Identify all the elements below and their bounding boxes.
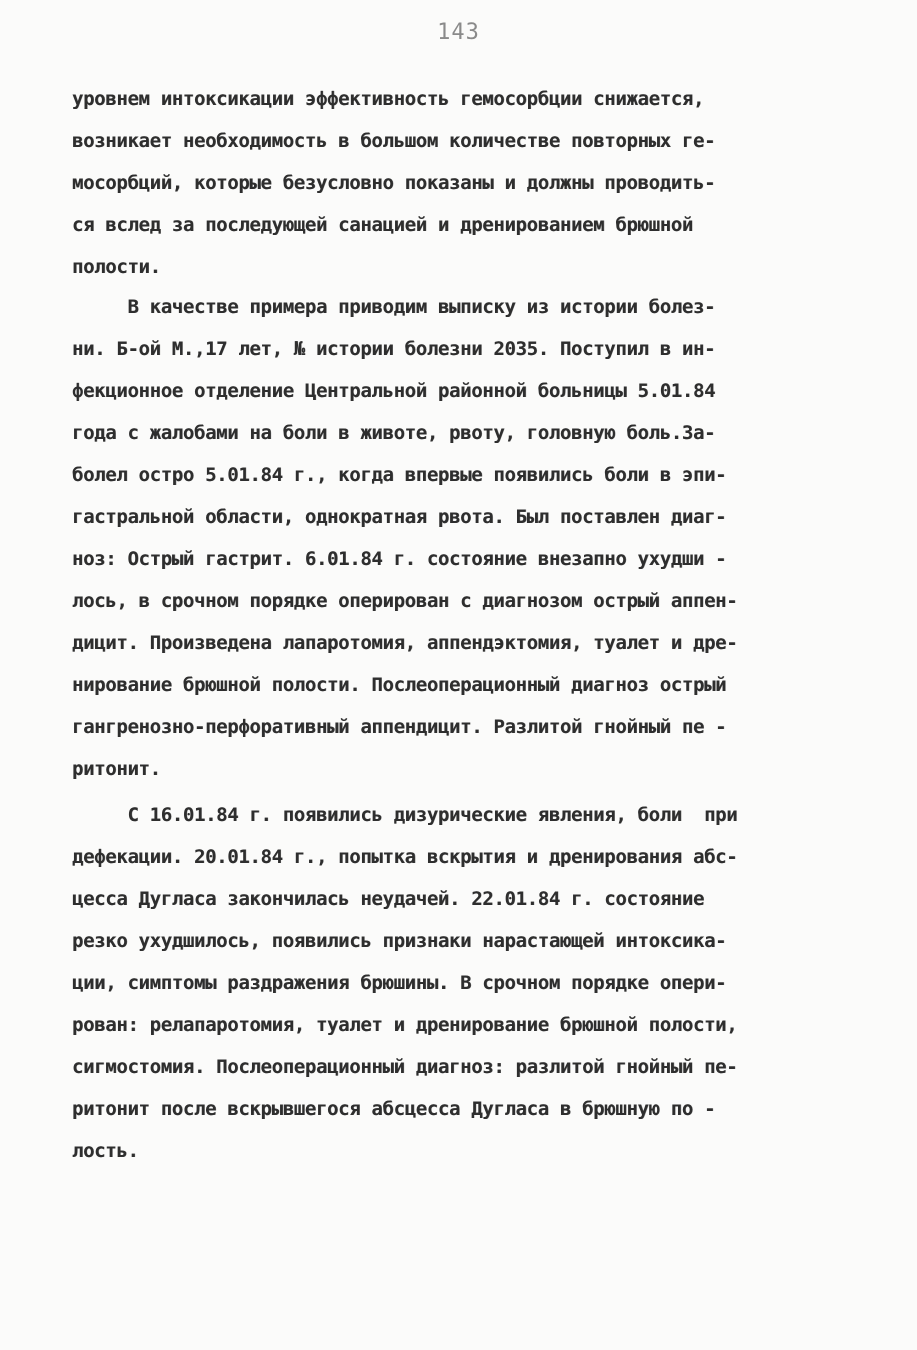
text-line: цесса Дугласа закончилась неудачей. 22.01.84 г. состояние: [72, 888, 705, 910]
text-line: ноз: Острый гастрит. 6.01.84 г. состояние внезапно ухудши -: [72, 548, 727, 570]
text-line: ритонит.: [72, 758, 161, 780]
text-line: фекционное отделение Центральной районной больницы 5.01.84: [72, 380, 716, 402]
page-number: 143: [437, 20, 480, 45]
text-line: В качестве примера приводим выписку из истории болез-: [72, 296, 716, 318]
text-line: гастральной области, однократная рвота. Был поставлен диаг-: [72, 506, 727, 528]
text-line: гангренозно-перфоративный аппендицит. Разлитой гнойный пе -: [72, 716, 727, 738]
text-line: ся вслед за последующей санацией и дренированием брюшной: [72, 214, 693, 236]
text-line: сигмостомия. Послеоперационный диагноз: разлитой гнойный пе-: [72, 1056, 738, 1078]
text-line: ни. Б-ой М.,17 лет, № истории болезни 2035. Поступил в ин-: [72, 338, 716, 360]
text-line: болел остро 5.01.84 г., когда впервые появились боли в эпи-: [72, 464, 727, 486]
paragraph-2: [72, 286, 852, 790]
text-line: года с жалобами на боли в животе, рвоту, головную боль.За-: [72, 422, 716, 444]
text-line: нирование брюшной полости. Послеоперационный диагноз острый: [72, 674, 727, 696]
text-line: резко ухудшилось, появились признаки нарастающей интоксика-: [72, 930, 727, 952]
text-line: дицит. Произведена лапаротомия, аппендэктомия, туалет и дре-: [72, 632, 738, 654]
text-line: возникает необходимость в большом количестве повторных ге-: [72, 130, 716, 152]
text-line: лось, в срочном порядке оперирован с диагнозом острый аппен-: [72, 590, 738, 612]
text-line: ритонит после вскрывшегося абсцесса Дугласа в брюшную по -: [72, 1098, 716, 1120]
text-line: ции, симптомы раздражения брюшины. В срочном порядке опери-: [72, 972, 727, 994]
text-line: мосорбций, которые безусловно показаны и должны проводить-: [72, 172, 716, 194]
text-line: дефекации. 20.01.84 г., попытка вскрытия и дренирования абс-: [72, 846, 738, 868]
paragraph-1: [72, 78, 852, 288]
text-line: уровнем интоксикации эффективность гемосорбции снижается,: [72, 88, 705, 110]
text-line: лость.: [72, 1140, 139, 1162]
text-line: С 16.01.84 г. появились дизурические явления, боли при: [72, 804, 738, 826]
paragraph-3: [72, 794, 852, 1172]
text-line: полости.: [72, 256, 161, 278]
text-line: рован: релапаротомия, туалет и дренирование брюшной полости,: [72, 1014, 738, 1036]
